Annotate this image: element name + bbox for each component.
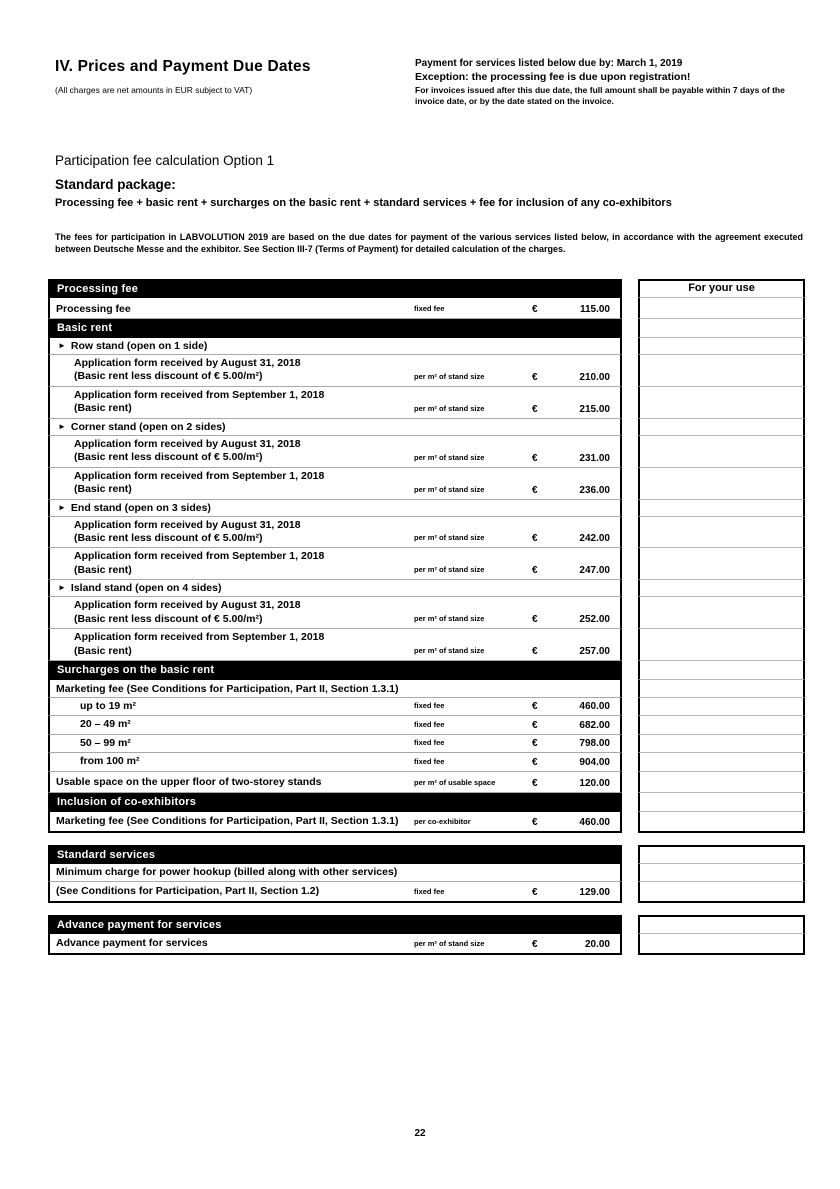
row-label: (See Conditions for Participation, Part II, Section 1.2) [56,885,320,898]
amount-value: 904.00 [579,756,610,768]
amount-value: 215.00 [579,403,610,415]
row-sublabel: (Basic rent) [74,644,132,657]
currency-symbol: € [532,484,538,496]
for-your-use-cell [638,517,805,549]
row-label-box [50,629,414,660]
table-row [48,915,805,934]
row-label-box [50,935,414,952]
for-your-use-cell [638,387,805,419]
payment-due-line: Payment for services listed below due by: March 1, 2019 [415,58,683,69]
section-header-label: Advance payment for services [57,918,222,931]
unit-label: fixed fee [414,886,445,896]
table-row [48,319,805,338]
row-left-cell [48,772,622,793]
row-label-box [50,698,414,715]
row-sublabel: (Basic rent) [74,483,132,496]
row-label-box [50,716,414,733]
unit-label: per m² of stand size [414,533,485,543]
row-sublabel: (Basic rent) [74,402,132,415]
table-row [48,845,805,864]
row-left-cell [48,915,622,934]
table-row [48,864,805,882]
row-left-cell [48,355,622,387]
currency-symbol: € [532,614,538,626]
table-row [48,338,805,355]
page-number: 22 [414,1128,426,1139]
table-row [48,753,805,771]
unit-label: per m² of stand size [414,938,485,948]
for-your-use-cell [638,915,805,934]
currency-symbol: € [532,565,538,577]
for-your-use-cell [638,419,805,436]
amount-value: 247.00 [579,565,610,577]
for-your-use-cell [638,279,805,298]
for-your-use-cell [638,735,805,753]
table-row [48,793,805,812]
table-gap [622,338,638,355]
amount-value: 242.00 [579,533,610,545]
currency-symbol: € [532,816,538,828]
row-left-cell [48,387,622,419]
table-gap [622,298,638,319]
arrow-bullet-icon: ► [58,583,66,593]
for-your-use-cell [638,597,805,629]
row-left-cell [48,548,622,580]
row-left-cell [48,716,622,734]
row-left-cell [48,680,622,698]
table-gap [622,629,638,661]
unit-label: per m² of stand size [414,646,485,655]
row-sublabel: (Basic rent less discount of € 5.00/m²) [74,370,263,383]
invoice-terms-text: For invoices issued after this due date, the full amount shall be payable within 7 days of the invoice date, or by the date stated on the invoice. [415,84,785,106]
table-gap [622,882,638,903]
table-gap [622,436,638,468]
section-header-label: Surcharges on the basic rent [57,664,215,676]
advance-payment-table [48,915,805,955]
for-your-use-cell [638,298,805,319]
table-gap [622,915,638,934]
unit-label: fixed fee [414,719,445,729]
row-label: Application form received by August 31, 2018 [74,357,301,369]
table-gap [622,597,638,629]
package-title: Standard package: [55,177,176,192]
group-label: Corner stand (open on 2 sides) [70,420,226,433]
row-left-cell [48,934,622,955]
document-header [55,58,405,95]
page-subtitle: (All charges are net amounts in EUR subject to VAT) [55,85,253,95]
for-your-use-cell [638,468,805,500]
page-title: IV. Prices and Payment Due Dates [55,58,311,75]
main-fee-table [48,279,805,833]
table-gap [622,548,638,580]
table-gap [622,279,638,298]
row-label: Application form received from September 1, 2018 [74,388,325,401]
currency-symbol: € [532,304,538,315]
for-your-use-cell [638,793,805,812]
intro-text-pre: The fees for participation in [55,232,180,242]
row-sublabel: (Basic rent less discount of € 5.00/m²) [74,451,263,464]
table-row [48,580,805,597]
row-left-cell [48,629,622,661]
amount-value: 682.00 [579,719,610,731]
row-left-cell [48,517,622,549]
row-label-box [50,301,414,318]
row-label-box [50,813,414,830]
intro-event-name: LABVOLUTION 2019 [179,232,269,242]
row-left-cell [48,735,622,753]
table-gap [622,772,638,793]
for-your-use-cell [638,772,805,793]
amount-value: 120.00 [579,777,610,789]
currency-symbol: € [532,738,538,750]
unit-label: fixed fee [414,701,445,711]
group-label: End stand (open on 3 sides) [70,501,211,514]
row-left-cell [48,882,622,903]
intro-paragraph [55,231,803,255]
for-your-use-cell [638,864,805,882]
unit-label: per m² of stand size [414,371,485,381]
row-label: Application form received by August 31, 2018 [74,599,301,612]
row-label: Marketing fee (See Conditions for Participation, Part II, Section 1.3.1) [56,682,399,695]
option-title: Participation fee calculation Option 1 [55,153,275,168]
amount-value: 231.00 [579,452,610,464]
for-your-use-cell [638,436,805,468]
row-sublabel: (Basic rent less discount of € 5.00/m²) [74,612,263,625]
for-your-use-cell [638,338,805,355]
amount-value: 257.00 [579,646,610,657]
fee-tables [48,279,805,955]
row-label: 50 – 99 m² [80,736,131,749]
amount-value: 460.00 [579,816,610,828]
row-left-cell [48,753,622,771]
for-your-use-cell [638,845,805,864]
row-left-cell [48,864,622,882]
table-gap [622,419,638,436]
amount-value: 798.00 [579,738,610,750]
row-label-box [50,735,414,752]
table-gap [622,355,638,387]
row-label-box [50,774,414,791]
row-label: Usable space on the upper floor of two-storey stands [56,776,322,789]
table-gap [622,934,638,955]
table-row [48,772,805,793]
amount-value: 20.00 [584,938,610,950]
row-label: 20 – 49 m² [80,718,131,731]
table-gap [622,319,638,338]
row-label: Application form received from September 1, 2018 [74,550,325,563]
amount-value: 129.00 [579,886,610,898]
row-label: from 100 m² [80,755,140,768]
for-your-use-cell [638,698,805,716]
for-your-use-cell [638,629,805,661]
amount-value: 210.00 [579,371,610,383]
amount-value: 236.00 [579,484,610,496]
currency-symbol: € [532,777,538,789]
table-gap [622,468,638,500]
intro-text-post: are based on the due dates for payment of the various services listed below, in accordance with the agreement executed between Deutsche Messe and the exhibitor. See Section III-7 (Terms of Payment) for detailed calculation of the charges. [55,232,804,255]
table-gap [622,698,638,716]
row-left-cell [48,793,622,812]
row-label: Application form received by August 31, 2018 [74,518,301,531]
row-label: Marketing fee (See Conditions for Participation, Part II, Section 1.3.1) [56,815,399,828]
row-left-cell [48,698,622,716]
row-label: Application form received by August 31, 2018 [74,437,301,450]
table-row [48,468,805,500]
for-your-use-cell [638,355,805,387]
row-label-box [50,753,414,770]
unit-label: per m² of stand size [414,614,485,624]
table-row [48,698,805,716]
currency-symbol: € [532,452,538,464]
for-your-use-cell [638,680,805,698]
table-row [48,279,805,298]
table-gap [622,517,638,549]
table-gap [622,387,638,419]
row-left-cell [48,845,622,864]
currency-symbol: € [532,533,538,545]
table-row [48,812,805,833]
arrow-bullet-icon: ► [58,421,66,431]
row-left-cell [48,338,622,355]
currency-symbol: € [532,886,538,898]
row-left-cell [48,661,622,680]
for-your-use-cell [638,661,805,680]
for-your-use-cell [638,934,805,955]
group-label: Row stand (open on 1 side) [70,340,208,352]
table-gap [622,845,638,864]
currency-symbol: € [532,938,538,950]
group-label: Island stand (open on 4 sides) [70,582,222,595]
unit-label: per co-exhibitor [414,816,471,826]
package-formula: Processing fee + basic rent + surcharges on the basic rent + standard services + fee for inclusion of any co-exhibitors [55,197,672,209]
for-your-use-cell [638,319,805,338]
table-gap [622,864,638,882]
row-label-box [50,597,414,628]
row-label: Advance payment for services [56,937,208,950]
section-header-label: Basic rent [57,322,113,334]
amount-value: 460.00 [579,701,610,713]
table-row [48,419,805,436]
table-row [48,298,805,319]
standard-services-table [48,845,805,903]
for-your-use-cell [638,753,805,771]
table-row [48,355,805,387]
row-left-cell [48,812,622,833]
exception-line: Exception: the processing fee is due upon registration! [415,70,691,83]
for-your-use-header: For your use [688,282,755,294]
row-label-box [50,517,414,548]
table-gap [622,812,638,833]
table-row [48,661,805,680]
row-label: up to 19 m² [80,700,137,712]
table-gap [622,753,638,771]
row-label-box [50,548,414,579]
row-sublabel: (Basic rent less discount of € 5.00/m²) [74,531,263,544]
section-header-label: Processing fee [57,283,139,295]
table-gap [622,735,638,753]
table-row [48,882,805,903]
row-label-box [50,387,414,418]
for-your-use-cell [638,716,805,734]
row-left-cell [48,436,622,468]
unit-label: per m² of stand size [414,565,485,575]
unit-label: per m² of stand size [414,452,485,462]
row-label: Processing fee [56,302,131,315]
for-your-use-cell [638,548,805,580]
arrow-bullet-icon: ► [58,341,66,350]
row-left-cell [48,279,622,298]
table-row [48,500,805,517]
row-label: Minimum charge for power hookup (billed along with other services) [56,866,398,879]
row-sublabel: (Basic rent) [74,563,132,576]
currency-symbol: € [532,701,538,713]
row-label-box [50,355,414,386]
unit-label: fixed fee [414,756,445,766]
table-row [48,934,805,955]
unit-label: per m² of usable space [414,777,496,787]
table-row [48,387,805,419]
table-gap [622,793,638,812]
table-gap [622,661,638,680]
unit-label: per m² of stand size [414,403,485,413]
section-header-label: Inclusion of co-exhibitors [57,795,197,808]
section-header-label: Standard services [57,848,156,861]
currency-symbol: € [532,756,538,768]
unit-label: per m² of stand size [414,484,485,494]
for-your-use-cell [638,580,805,597]
row-label: Application form received from September 1, 2018 [74,631,325,644]
table-row [48,436,805,468]
table-gap [622,680,638,698]
row-left-cell [48,298,622,319]
row-label-box [50,436,414,467]
table-row [48,735,805,753]
arrow-bullet-icon: ► [58,502,66,512]
table-row [48,517,805,549]
for-your-use-cell [638,882,805,903]
currency-symbol: € [532,403,538,415]
for-your-use-cell [638,812,805,833]
amount-value: 115.00 [579,304,610,315]
row-left-cell [48,319,622,338]
row-left-cell [48,597,622,629]
table-row [48,548,805,580]
table-gap [622,500,638,517]
table-gap [622,580,638,597]
currency-symbol: € [532,371,538,383]
table-row [48,629,805,661]
row-left-cell [48,468,622,500]
unit-label: fixed fee [414,738,445,748]
payment-notice [415,58,807,107]
table-gap [622,716,638,734]
table-row [48,716,805,734]
row-label: Application form received from September 1, 2018 [74,469,325,482]
row-left-cell [48,500,622,517]
currency-symbol: € [532,719,538,731]
table-row [48,597,805,629]
amount-value: 252.00 [579,614,610,626]
unit-label: fixed fee [414,304,445,313]
row-left-cell [48,419,622,436]
row-label-box [50,468,414,499]
row-left-cell [48,580,622,597]
for-your-use-cell [638,500,805,517]
table-row [48,680,805,698]
currency-symbol: € [532,646,538,657]
row-label-box [50,883,414,900]
